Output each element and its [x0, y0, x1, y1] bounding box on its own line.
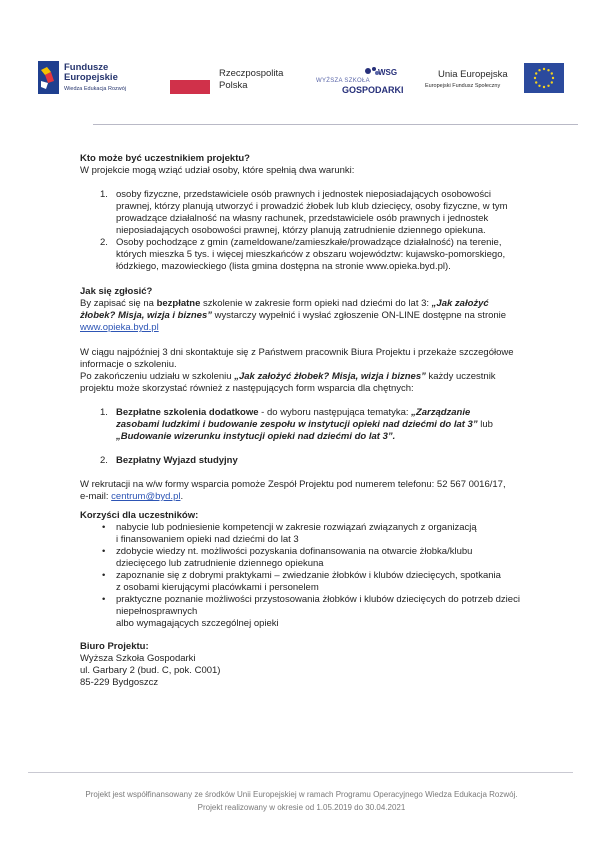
ue-subtitle: Europejski Fundusz Społeczny: [425, 83, 501, 89]
office-name: Wyższa Szkoła Gospodarki: [80, 653, 196, 664]
recruitment-line2: e-mail: centrum@byd.pl.: [80, 491, 184, 502]
benefit-text: zdobycie wiedzy nt. możliwości pozyskania dofinansowania na otwarcie żłobka/klubu: [116, 546, 473, 557]
section-heading-benefits: Korzyści dla uczestników:: [80, 510, 199, 521]
benefit-text: z osobami kierującymi placówkami i personelem: [116, 582, 319, 593]
section-heading-participants: Kto może być uczestnikiem projektu?: [80, 153, 250, 164]
footer-divider: [28, 772, 573, 773]
wsg-line1: WYŻSZA SZKOŁA: [316, 78, 370, 84]
office-city: 85-229 Bydgoszcz: [80, 677, 159, 688]
support-item-line3: „Budowanie wizerunku instytucji opieki nad dziećmi do lat 3”.: [116, 431, 396, 442]
list-number: 2.: [100, 237, 108, 248]
pl-title-line1: Rzeczpospolita: [219, 68, 284, 79]
recruitment-line1: W rekrutacji na w/w formy wsparcia pomoże Zespół Projektu pod numerem telefonu: 52 567 0016/17,: [80, 479, 506, 490]
fe-title-line1: Fundusze: [64, 62, 109, 73]
wsg-logo: [310, 64, 410, 98]
eu-flag-icon: [524, 63, 564, 93]
support-item-line2: zasobami ludzkimi i budowanie zespołu w instytucji opieki nad dziećmi do lat 3” lub: [116, 419, 493, 430]
list-item-text: których mieszka 5 tys. i więcej mieszkańców z obszaru województw: kujawsko-pomorskiego,: [116, 249, 506, 260]
benefit-text: zapoznanie się z dobrymi praktykami – zwiedzanie żłobków i klubów dziecięcych, spotkania: [116, 570, 501, 581]
bullet-icon: •: [102, 570, 106, 581]
signup-line2: żłobek? Misja, wizja i biznes” wystarczy wypełnić i wysłać zgłoszenie ON-LINE dostępne na stronie: [80, 310, 507, 321]
bullet-icon: •: [102, 546, 106, 557]
list-item-text: łódzkiego, mazowieckiego (lista gmina dostępna na stronie www.opieka.byd.pl).: [116, 261, 451, 272]
header-divider: [93, 124, 578, 125]
pl-title-line2: Polska: [219, 80, 248, 91]
list-number: 1.: [100, 407, 108, 418]
email-link[interactable]: centrum@byd.pl: [111, 491, 181, 502]
footer-line1: Projekt jest współfinansowany ze środków Unii Europejskiej w ramach Programu Operacyjnego Wiedza Edukacja Rozwój.: [85, 790, 518, 799]
wsg-line2: GOSPODARKI: [342, 85, 404, 95]
fundusze-europejskie-logo: [38, 61, 158, 101]
list-number: 1.: [100, 189, 108, 200]
benefit-text: i finansowaniem opieki nad dziećmi do lat 3: [116, 534, 299, 545]
list-item-text: nieposiadających osobowości prawnej, którzy planują zatrudnienie dziennego opiekuna.: [116, 225, 486, 236]
bullet-icon: •: [102, 594, 106, 605]
benefit-text: niepełnosprawnych: [116, 606, 198, 617]
ue-title: Unia Europejska: [438, 69, 508, 80]
benefit-text: dziecięcego lub zatrudnienie dziennego opiekuna: [116, 558, 324, 569]
fe-subtitle: Wiedza Edukacja Rozwój: [64, 86, 127, 92]
after-training-line1: Po zakończeniu udziału w szkoleniu „Jak założyć żłobek? Misja, wizja i biznes” każdy uczestnik: [80, 371, 496, 382]
list-item-text: Osoby pochodzące z gmin (zameldowane/zamieszkałe/prowadzące działalność) na terenie,: [116, 237, 502, 248]
signup-line1: By zapisać się na bezpłatne szkolenie w zakresie form opieki nad dziećmi do lat 3: „Jak założyć: [80, 298, 489, 309]
support-item-line1: Bezpłatne szkolenia dodatkowe - do wyboru następująca tematyka: „Zarządzanie: [116, 407, 471, 418]
bullet-icon: •: [102, 522, 106, 533]
opieka-website-link[interactable]: www.opieka.byd.pl: [80, 322, 159, 333]
section-heading-office: Biuro Projektu:: [80, 641, 149, 652]
after-training-line2: projektu może skorzystać również z następujących form wsparcia dla chętnych:: [80, 383, 414, 394]
fe-flag-icon: [38, 61, 59, 94]
poland-flag-icon: [170, 66, 210, 94]
list-item-text: prowadzące działalność na własny rachunek, przedstawiciele osób prawnych i jednostek: [116, 213, 489, 224]
wsg-badge: WSG: [378, 68, 398, 77]
office-street: ul. Garbary 2 (bud. C, pok. C001): [80, 665, 221, 676]
fe-title-line2: Europejskie: [64, 72, 118, 83]
contact-info-line: informacje o szkoleniu.: [80, 359, 177, 370]
contact-info-line: W ciągu najpóźniej 3 dni skontaktuje się z Państwem pracownik Biura Projektu i przekaże szczegółowe: [80, 347, 514, 358]
footer-line2: Projekt realizowany w okresie od 1.05.2019 do 30.04.2021: [197, 803, 406, 812]
list-item-text: osoby fizyczne, przedstawiciele osób prawnych i jednostek nieposiadających osobowości: [116, 189, 491, 200]
list-item-text: prawnej, którzy planują utworzyć i prowadzić żłobek lub klub dziecięcy, osoby fizyczne, w tym: [116, 201, 508, 212]
benefit-text: nabycie lub podniesienie kompetencji w zakresie rozwiązań związanych z organizacją: [116, 522, 477, 533]
benefit-text: albo wymagających szczególnej opieki: [116, 618, 279, 629]
list-number: 2.: [100, 455, 108, 466]
study-trip-label: Bezpłatny Wyjazd studyjny: [116, 455, 238, 466]
participants-intro: W projekcie mogą wziąć udział osoby, które spełnią dwa warunki:: [80, 165, 355, 176]
footer-line2-wrap: [0, 797, 603, 815]
benefit-text: praktyczne poznanie możliwości przystosowania żłobków i klubów dziecięcych do potrzeb dzieci: [116, 594, 520, 605]
section-heading-signup: Jak się zgłosić?: [80, 286, 153, 297]
